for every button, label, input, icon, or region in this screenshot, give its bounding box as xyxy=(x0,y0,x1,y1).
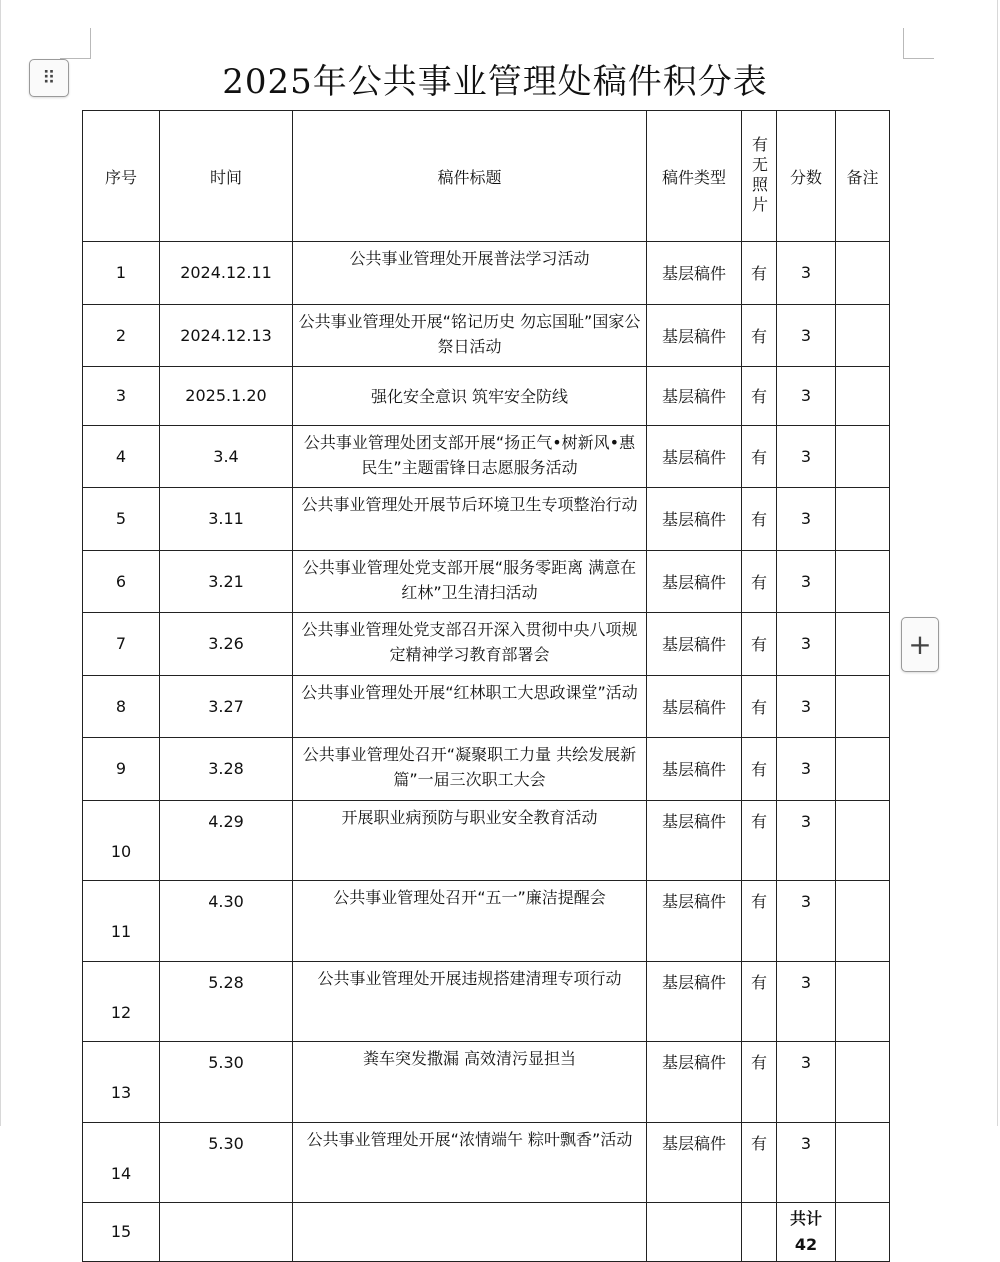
cell-date[interactable]: 4.30 xyxy=(160,881,293,962)
cell-note[interactable] xyxy=(836,675,890,738)
cell-photo[interactable]: 有 xyxy=(742,613,777,676)
cell-seq[interactable]: 13 xyxy=(83,1042,160,1123)
cell-date[interactable]: 4.29 xyxy=(160,800,293,881)
cell-note[interactable] xyxy=(836,488,890,551)
cell-headline[interactable]: 粪车突发撒漏 高效清污显担当 xyxy=(293,1042,647,1123)
cell-headline[interactable]: 公共事业管理处党支部召开深入贯彻中央八项规定精神学习教育部署会 xyxy=(293,613,647,676)
cell-type[interactable]: 基层稿件 xyxy=(647,550,742,613)
cell-date[interactable]: 3.11 xyxy=(160,488,293,551)
cell-score[interactable]: 3 xyxy=(777,488,836,551)
cell-seq[interactable]: 8 xyxy=(83,675,160,738)
table-row xyxy=(83,550,890,613)
cell-seq[interactable]: 7 xyxy=(83,613,160,676)
cell-date[interactable]: 5.30 xyxy=(160,1042,293,1123)
cell-date[interactable] xyxy=(160,1203,293,1262)
header-score: 分数 xyxy=(777,111,836,242)
cell-photo[interactable]: 有 xyxy=(742,800,777,881)
cell-score[interactable]: 3 xyxy=(777,242,836,305)
cell-photo[interactable]: 有 xyxy=(742,304,777,367)
table-row xyxy=(83,1122,890,1203)
table-row xyxy=(83,881,890,962)
cell-photo[interactable]: 有 xyxy=(742,242,777,305)
cell-photo[interactable]: 有 xyxy=(742,488,777,551)
cell-score[interactable]: 3 xyxy=(777,738,836,801)
plus-icon: + xyxy=(908,628,932,661)
cell-seq[interactable]: 2 xyxy=(83,304,160,367)
cell-type[interactable] xyxy=(647,1203,742,1262)
crop-mark-top-left xyxy=(60,28,91,59)
cell-date[interactable]: 2025.1.20 xyxy=(160,367,293,426)
total-value: 42 xyxy=(794,1234,818,1254)
cell-headline[interactable]: 公共事业管理处开展节后环境卫生专项整治行动 xyxy=(293,488,647,551)
cell-score[interactable]: 3 xyxy=(777,800,836,881)
cell-seq[interactable]: 15 xyxy=(83,1203,160,1262)
cell-note[interactable] xyxy=(836,304,890,367)
cell-type[interactable]: 基层稿件 xyxy=(647,304,742,367)
table-move-handle[interactable] xyxy=(29,59,69,97)
table-row xyxy=(83,242,890,305)
cell-note[interactable] xyxy=(836,242,890,305)
cell-type[interactable]: 基层稿件 xyxy=(647,425,742,488)
cell-note[interactable] xyxy=(836,1042,890,1123)
cell-headline[interactable]: 公共事业管理处团支部开展“扬正气•树新风•惠民生”主题雷锋日志愿服务活动 xyxy=(293,425,647,488)
cell-type[interactable]: 基层稿件 xyxy=(647,1122,742,1203)
header-headline: 稿件标题 xyxy=(293,111,647,242)
cell-note[interactable] xyxy=(836,613,890,676)
cell-seq[interactable]: 10 xyxy=(83,800,160,881)
cell-score[interactable]: 3 xyxy=(777,367,836,426)
cell-seq[interactable]: 3 xyxy=(83,367,160,426)
score-table xyxy=(82,110,890,1262)
cell-type[interactable]: 基层稿件 xyxy=(647,613,742,676)
cell-score[interactable]: 3 xyxy=(777,675,836,738)
cell-note[interactable] xyxy=(836,738,890,801)
cell-seq[interactable]: 14 xyxy=(83,1122,160,1203)
cell-type[interactable]: 基层稿件 xyxy=(647,738,742,801)
cell-headline[interactable]: 公共事业管理处开展“铭记历史 勿忘国耻”国家公祭日活动 xyxy=(293,304,647,367)
cell-headline[interactable]: 公共事业管理处党支部开展“服务零距离 满意在红林”卫生清扫活动 xyxy=(293,550,647,613)
cell-date[interactable]: 3.4 xyxy=(160,425,293,488)
cell-type[interactable]: 基层稿件 xyxy=(647,800,742,881)
table-row xyxy=(83,488,890,551)
header-photo-label: 有无照片 xyxy=(749,136,769,216)
cell-note[interactable] xyxy=(836,1122,890,1203)
cell-score[interactable]: 3 xyxy=(777,550,836,613)
cell-photo[interactable]: 有 xyxy=(742,1042,777,1123)
cell-seq[interactable]: 4 xyxy=(83,425,160,488)
cell-date[interactable]: 5.28 xyxy=(160,961,293,1042)
cell-type[interactable]: 基层稿件 xyxy=(647,488,742,551)
table-row xyxy=(83,1042,890,1123)
cell-headline[interactable]: 公共事业管理处召开“凝聚职工力量 共绘发展新篇”一届三次职工大会 xyxy=(293,738,647,801)
cell-photo[interactable]: 有 xyxy=(742,961,777,1042)
cell-type[interactable]: 基层稿件 xyxy=(647,881,742,962)
cell-photo[interactable]: 有 xyxy=(742,550,777,613)
header-seq: 序号 xyxy=(83,111,160,242)
cell-note[interactable] xyxy=(836,881,890,962)
cell-note[interactable] xyxy=(836,800,890,881)
cell-score[interactable]: 3 xyxy=(777,304,836,367)
cell-photo[interactable] xyxy=(742,1203,777,1262)
cell-photo[interactable]: 有 xyxy=(742,881,777,962)
cell-type[interactable]: 基层稿件 xyxy=(647,675,742,738)
cell-score[interactable]: 3 xyxy=(777,425,836,488)
table-row xyxy=(83,800,890,881)
cell-seq[interactable]: 11 xyxy=(83,881,160,962)
cell-seq[interactable]: 1 xyxy=(83,242,160,305)
cell-seq[interactable]: 6 xyxy=(83,550,160,613)
cell-date[interactable]: 3.26 xyxy=(160,613,293,676)
cell-score[interactable]: 3 xyxy=(777,613,836,676)
cell-photo[interactable]: 有 xyxy=(742,425,777,488)
cell-score[interactable]: 3 xyxy=(777,1122,836,1203)
document-title: 2025年公共事业管理处稿件积分表 xyxy=(222,62,768,102)
cell-headline[interactable]: 公共事业管理处开展“红林职工大思政课堂”活动 xyxy=(293,675,647,738)
header-note: 备注 xyxy=(836,111,890,242)
cell-date[interactable]: 2024.12.13 xyxy=(160,304,293,367)
table-row xyxy=(83,304,890,367)
total-row xyxy=(83,1203,890,1262)
table-row xyxy=(83,425,890,488)
cell-date[interactable]: 3.21 xyxy=(160,550,293,613)
cell-score[interactable]: 3 xyxy=(777,961,836,1042)
cell-total[interactable] xyxy=(777,1203,836,1262)
cell-type[interactable]: 基层稿件 xyxy=(647,242,742,305)
cell-photo[interactable]: 有 xyxy=(742,1122,777,1203)
add-row-button[interactable] xyxy=(901,617,939,672)
move-handle-icon: ⠿ xyxy=(42,67,56,89)
cell-date[interactable]: 5.30 xyxy=(160,1122,293,1203)
cell-type[interactable]: 基层稿件 xyxy=(647,961,742,1042)
cell-score[interactable]: 3 xyxy=(777,881,836,962)
cell-date[interactable]: 3.27 xyxy=(160,675,293,738)
cell-date[interactable]: 3.28 xyxy=(160,738,293,801)
header-row xyxy=(83,111,890,242)
total-label: 共计 xyxy=(789,1208,822,1228)
header-date: 时间 xyxy=(160,111,293,242)
cell-headline[interactable]: 公共事业管理处开展违规搭建清理专项行动 xyxy=(293,961,647,1042)
cell-seq[interactable]: 9 xyxy=(83,738,160,801)
cell-date[interactable]: 2024.12.11 xyxy=(160,242,293,305)
table-row xyxy=(83,367,890,426)
table-row xyxy=(83,675,890,738)
cell-photo[interactable]: 有 xyxy=(742,738,777,801)
cell-headline[interactable]: 公共事业管理处召开“五一”廉洁提醒会 xyxy=(293,881,647,962)
cell-note[interactable] xyxy=(836,1203,890,1262)
cell-note[interactable] xyxy=(836,367,890,426)
cell-score[interactable]: 3 xyxy=(777,1042,836,1123)
table-row xyxy=(83,613,890,676)
cell-note[interactable] xyxy=(836,961,890,1042)
cell-type[interactable]: 基层稿件 xyxy=(647,367,742,426)
table-row xyxy=(83,738,890,801)
cell-seq[interactable]: 5 xyxy=(83,488,160,551)
page-left-edge xyxy=(0,0,1,1126)
cell-photo[interactable]: 有 xyxy=(742,675,777,738)
cell-photo[interactable]: 有 xyxy=(742,367,777,426)
header-photo xyxy=(742,111,777,242)
page-right-edge xyxy=(997,0,998,1126)
cell-type[interactable]: 基层稿件 xyxy=(647,1042,742,1123)
cell-headline[interactable] xyxy=(293,1203,647,1262)
cell-note[interactable] xyxy=(836,550,890,613)
table-row xyxy=(83,961,890,1042)
cell-note[interactable] xyxy=(836,425,890,488)
cell-headline[interactable]: 开展职业病预防与职业安全教育活动 xyxy=(293,800,647,881)
crop-mark-top-right xyxy=(903,28,934,59)
cell-seq[interactable]: 12 xyxy=(83,961,160,1042)
header-type: 稿件类型 xyxy=(647,111,742,242)
cell-headline[interactable]: 公共事业管理处开展“浓情端午 粽叶飘香”活动 xyxy=(293,1122,647,1203)
cell-headline[interactable]: 公共事业管理处开展普法学习活动 xyxy=(293,242,647,305)
cell-headline[interactable]: 强化安全意识 筑牢安全防线 xyxy=(293,367,647,426)
